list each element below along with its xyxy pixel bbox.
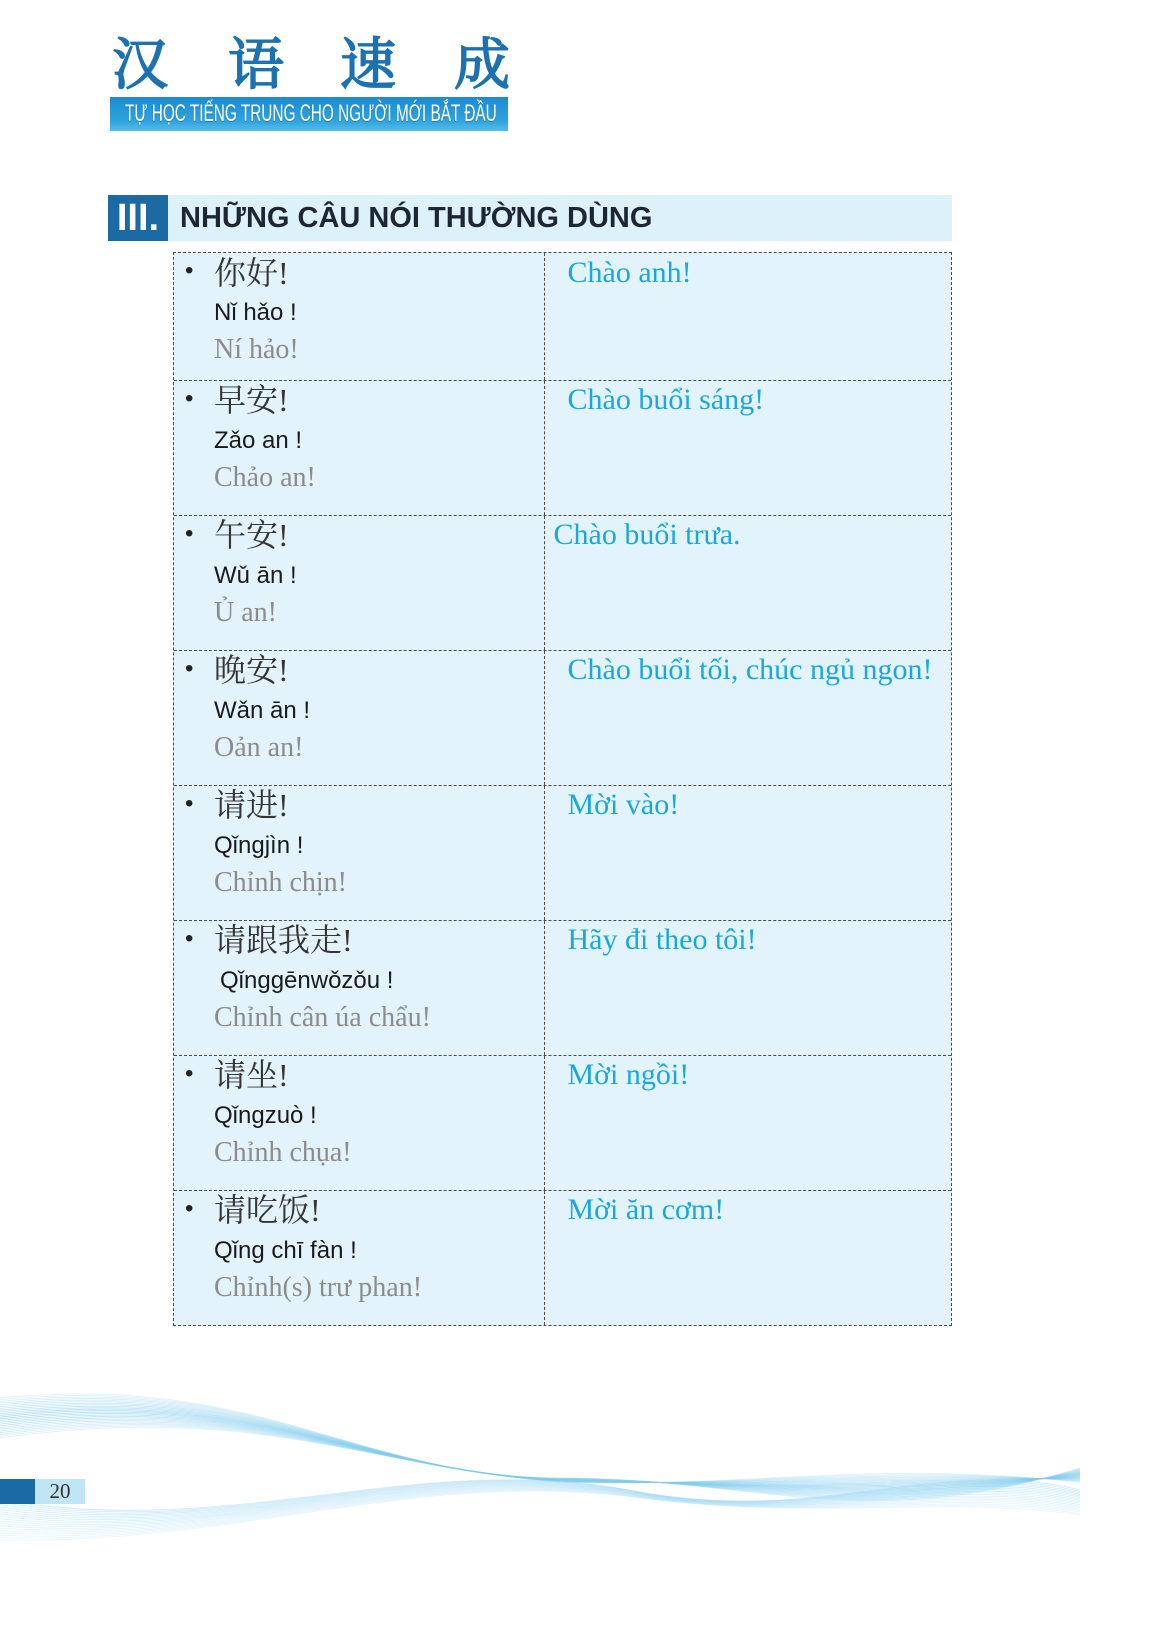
list-bullet: • <box>185 1194 194 1222</box>
phrase-row <box>174 253 951 380</box>
chinese-text: 你好! <box>214 254 289 291</box>
phrase-row <box>174 785 951 920</box>
phrase-meaning-cell <box>545 651 952 785</box>
pronunciation-text: Chỉnh chịn! <box>214 866 347 898</box>
phrase-meaning-cell <box>545 1191 952 1325</box>
pronunciation-text: Ní hảo! <box>214 334 299 365</box>
pinyin-text: Qǐngjìn ! <box>214 831 304 859</box>
phrase-source-cell <box>174 921 545 1055</box>
list-bullet: • <box>185 654 194 682</box>
chinese-text: 请坐! <box>214 1057 289 1093</box>
wave-line <box>0 1426 1080 1483</box>
phrase-source-cell <box>174 516 545 650</box>
list-bullet: • <box>185 519 194 547</box>
pinyin-text: Wǔ ān ! <box>214 561 297 589</box>
phrase-source-cell <box>174 1191 545 1325</box>
list-bullet: • <box>185 1059 194 1087</box>
vietnamese-meaning: Mời ngồi! <box>567 1058 690 1091</box>
phrase-row <box>174 650 951 785</box>
pinyin-text: Zǎo an ! <box>214 426 303 454</box>
vietnamese-meaning: Chào buổi trưa. <box>553 518 741 551</box>
chinese-text: 请吃饭! <box>214 1192 321 1228</box>
book-title-char: 速 <box>340 35 396 97</box>
list-bullet: • <box>185 789 194 817</box>
chinese-text: 晚安! <box>214 652 289 688</box>
phrase-meaning-cell <box>545 921 952 1055</box>
phrase-meaning-cell <box>545 381 952 515</box>
phrase-meaning-cell <box>545 516 952 650</box>
phrase-source-cell <box>174 651 545 785</box>
section-title-band <box>168 195 952 241</box>
wave-line <box>0 1425 1080 1483</box>
pronunciation-text: Chỉnh chụa! <box>214 1136 352 1168</box>
vietnamese-meaning: Mời ăn cơm! <box>567 1193 725 1226</box>
phrase-row <box>174 1055 951 1190</box>
section-title: NHỮNG CÂU NÓI THƯỜNG DÙNG <box>180 202 653 234</box>
vietnamese-meaning: Chào buổi tối, chúc ngủ ngon! <box>567 653 933 686</box>
pronunciation-text: Oản an! <box>214 731 304 763</box>
footer-wave-decoration <box>0 1370 1100 1560</box>
page-number-marker <box>0 1479 35 1504</box>
pronunciation-text: Chỉnh(s) trư phan! <box>214 1271 423 1303</box>
book-title-char: 汉 <box>112 35 168 97</box>
phrase-row <box>174 380 951 515</box>
vietnamese-meaning: Chào buổi sáng! <box>567 383 765 416</box>
phrase-row <box>174 920 951 1055</box>
book-title-char: 成 <box>454 35 510 97</box>
phrase-meaning-cell <box>545 786 952 920</box>
phrase-meaning-cell <box>545 1056 952 1190</box>
list-bullet: • <box>185 924 194 952</box>
section-number-badge: III. <box>108 195 168 241</box>
chinese-text: 午安! <box>214 517 289 553</box>
phrase-source-cell <box>174 1056 545 1190</box>
pinyin-text: Nǐ hǎo ! <box>214 299 297 326</box>
phrase-source-cell <box>174 253 545 380</box>
phrase-table <box>173 252 952 1326</box>
subtitle-text: TỰ HỌC TIẾNG TRUNG CHO NGƯỜI MỚI BẮT ĐẦU <box>125 100 497 127</box>
vietnamese-meaning: Chào anh! <box>567 255 692 289</box>
subtitle-banner <box>110 97 508 131</box>
pronunciation-text: Ủ an! <box>214 596 277 628</box>
pinyin-text: Qǐngzuò ! <box>214 1101 317 1129</box>
page-number: 20 <box>35 1479 85 1504</box>
chinese-text: 早安! <box>214 382 289 418</box>
vietnamese-meaning: Hãy đi theo tôi! <box>567 923 757 956</box>
pronunciation-text: Chỉnh cân úa chẩu! <box>214 1001 431 1033</box>
phrase-row <box>174 1190 951 1325</box>
phrase-source-cell <box>174 786 545 920</box>
phrase-meaning-cell <box>545 253 952 380</box>
pinyin-text: Qǐnggēnwǒzǒu ! <box>220 966 394 994</box>
phrase-row <box>174 515 951 650</box>
list-bullet: • <box>185 257 194 284</box>
chinese-text: 请跟我走! <box>214 922 353 958</box>
phrase-source-cell <box>174 381 545 515</box>
pinyin-text: Qǐng chī fàn ! <box>214 1236 357 1264</box>
list-bullet: • <box>185 384 194 412</box>
pinyin-text: Wǎn ān ! <box>214 696 311 724</box>
chinese-text: 请进! <box>214 787 289 823</box>
book-title-char: 语 <box>228 35 284 97</box>
pronunciation-text: Chảo an! <box>214 461 316 493</box>
vietnamese-meaning: Mời vào! <box>567 788 680 821</box>
